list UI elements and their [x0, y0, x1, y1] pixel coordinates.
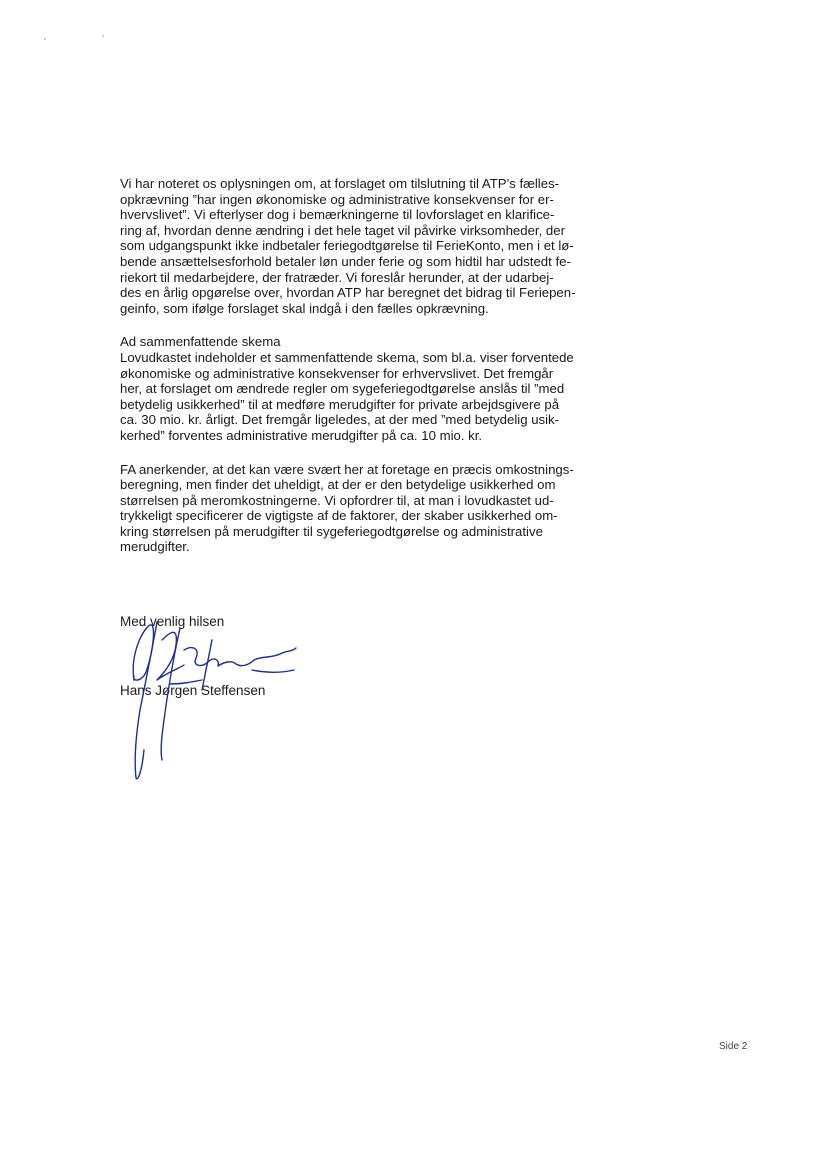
scan-speck [44, 38, 46, 40]
paragraph-1 [120, 176, 660, 316]
section-heading: Ad sammenfattende skema [120, 334, 281, 350]
text-line: økonomiske og administrative konsekvenser for erhvervslivet. Det fremgår [120, 365, 554, 381]
text-line: geinfo, som ifølge forslaget skal indgå i den fælles opkrævning. [120, 300, 489, 316]
signer-name: Hans Jørgen Steffensen [120, 683, 266, 698]
text-line: størrelsen på meromkostningerne. Vi opfordrer til, at man i lovudkastet ud- [120, 492, 554, 508]
text-line: ca. 30 mio. kr. årligt. Det fremgår ligeledes, at der med ”med betydelig usik- [120, 412, 560, 428]
text-line: kring størrelsen på merudgifter til sygeferiegodtgørelse og administrative [120, 523, 543, 539]
text-line: hvervslivet”. Vi efterlyser dog i bemærkningerne til lovforslaget en klarifice- [120, 207, 555, 223]
paragraph-3 [120, 462, 660, 556]
handwritten-signature [112, 610, 312, 790]
text-line: trykkeligt specificerer de vigtigste af de faktorer, der skaber usikkerhed om- [120, 508, 558, 524]
text-line: merudgifter. [120, 539, 190, 555]
text-line: her, at forslaget om ændrede regler om sygeferiegodtgørelse anslås til ”med [120, 381, 565, 397]
paragraph-2 [120, 334, 660, 443]
text-line: som udgangspunkt ikke indbetaler feriegodtgørelse til FerieKonto, men i et lø- [120, 238, 574, 254]
text-line: kerhed” forventes administrative merudgifter på ca. 10 mio. kr. [120, 427, 483, 443]
page-number: Side 2 [719, 1041, 748, 1052]
text-line: betydelig usikkerhed” til at medføre merudgifter for private arbejdsgivere på [120, 396, 560, 412]
text-line: bende ansættelsesforhold betaler løn under ferie og som hidtil har udstedt fe- [120, 253, 571, 269]
text-line: FA anerkender, at det kan være svært her at foretage en præcis omkostnings- [120, 461, 574, 477]
text-line: Vi har noteret os oplysningen om, at forslaget om tilslutning til ATP’s fælles- [120, 176, 560, 191]
text-line: des en årlig opgørelse over, hvordan ATP har beregnet det bidrag til Feriepen- [120, 285, 576, 301]
scan-speck [102, 35, 104, 37]
letter-body [120, 176, 660, 573]
text-line: beregning, men finder det uheldigt, at der er den betydelige usikkerhed om [120, 477, 556, 493]
text-line: ring af, hvordan denne ændring i det hele taget vil påvirke virksomheder, der [120, 222, 565, 238]
closing-greeting: Med venlig hilsen [120, 614, 225, 629]
text-line: riekort til medarbejdere, der fratræder. Vi foreslår herunder, at der udarbej- [120, 269, 554, 285]
text-line: opkrævning ”har ingen økonomiske og administrative konsekvenser for er- [120, 191, 554, 207]
text-line: Lovudkastet indeholder et sammenfattende skema, som bl.a. viser forventede [120, 349, 574, 365]
